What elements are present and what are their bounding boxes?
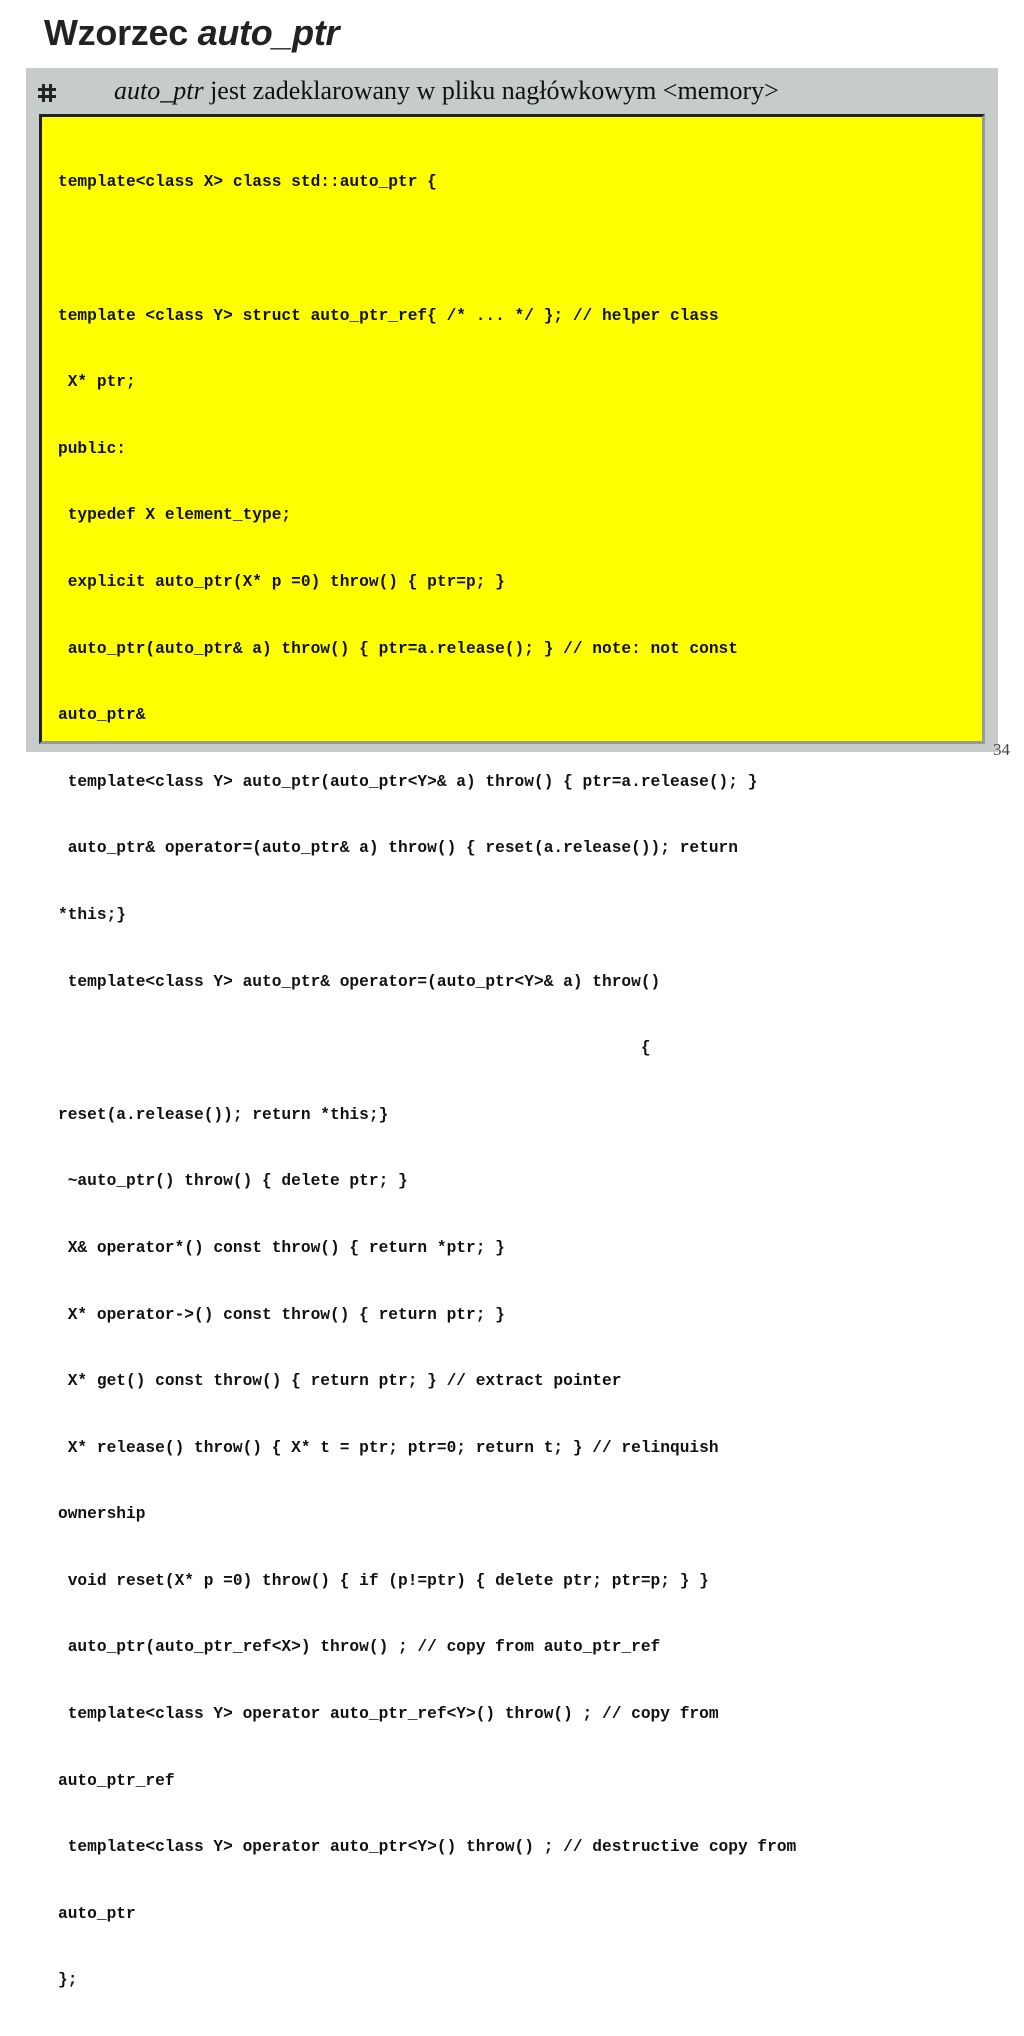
- code-line: auto_ptr_ref: [58, 1771, 175, 1790]
- code-listing: [58, 127, 796, 2036]
- page-number: 34: [993, 740, 1010, 759]
- code-line: template <class Y> struct auto_ptr_ref{ /* ... */ }; // helper class: [58, 306, 719, 325]
- code-line: template<class Y> operator auto_ptr<Y>() throw() ; // destructive copy from: [58, 1838, 797, 1857]
- square-hash-bullet-icon: [36, 82, 58, 104]
- slide-title: [44, 12, 339, 54]
- code-line: template<class X> class std::auto_ptr {: [58, 173, 437, 192]
- code-line: auto_ptr&: [58, 706, 146, 725]
- bullet-body: jest zadeklarowany w pliku nagłówkowym <memory>: [203, 76, 779, 105]
- code-line: ownership: [58, 1505, 146, 1524]
- code-line: X* release() throw() { X* t = ptr; ptr=0; return t; } // relinquish: [58, 1438, 719, 1457]
- code-line: X* get() const throw() { return ptr; } // extract pointer: [58, 1372, 622, 1391]
- code-line: reset(a.release()); return *this;}: [58, 1105, 389, 1124]
- code-line: typedef X element_type;: [58, 506, 292, 525]
- bullet-row: [36, 76, 996, 116]
- code-line: template<class Y> operator auto_ptr_ref<Y>() throw() ; // copy from: [58, 1705, 719, 1724]
- code-line: [58, 238, 796, 260]
- code-line: ~auto_ptr() throw() { delete ptr; }: [58, 1172, 408, 1191]
- code-line: auto_ptr& operator=(auto_ptr& a) throw() { reset(a.release()); return: [58, 839, 738, 858]
- code-line: template<class Y> auto_ptr(auto_ptr<Y>& a) throw() { ptr=a.release(); }: [58, 772, 758, 791]
- code-line: auto_ptr(auto_ptr& a) throw() { ptr=a.release(); } // note: not const: [58, 639, 738, 658]
- code-box: [39, 114, 985, 1990]
- bullet-text: [114, 76, 779, 106]
- code-line: };: [58, 1971, 78, 1990]
- code-line: template<class Y> auto_ptr& operator=(auto_ptr<Y>& a) throw(): [58, 972, 661, 991]
- code-line: auto_ptr: [58, 1904, 136, 1923]
- code-line: auto_ptr(auto_ptr_ref<X>) throw() ; // copy from auto_ptr_ref: [58, 1638, 661, 1657]
- code-line: X* ptr;: [58, 373, 136, 392]
- code-line: explicit auto_ptr(X* p =0) throw() { ptr=p; }: [58, 572, 505, 591]
- code-line: public:: [58, 439, 126, 458]
- title-prefix: Wzorzec: [44, 12, 198, 53]
- code-line: void reset(X* p =0) throw() { if (p!=ptr) { delete ptr; ptr=p; } }: [58, 1571, 709, 1590]
- code-line: X* operator->() const throw() { return ptr; }: [58, 1305, 505, 1324]
- title-emphasis: auto_ptr: [197, 12, 340, 53]
- code-line: {: [58, 1039, 651, 1058]
- code-line: *this;}: [58, 905, 126, 924]
- code-line: X& operator*() const throw() { return *ptr; }: [58, 1238, 505, 1257]
- bullet-emphasis: auto_ptr: [114, 76, 204, 105]
